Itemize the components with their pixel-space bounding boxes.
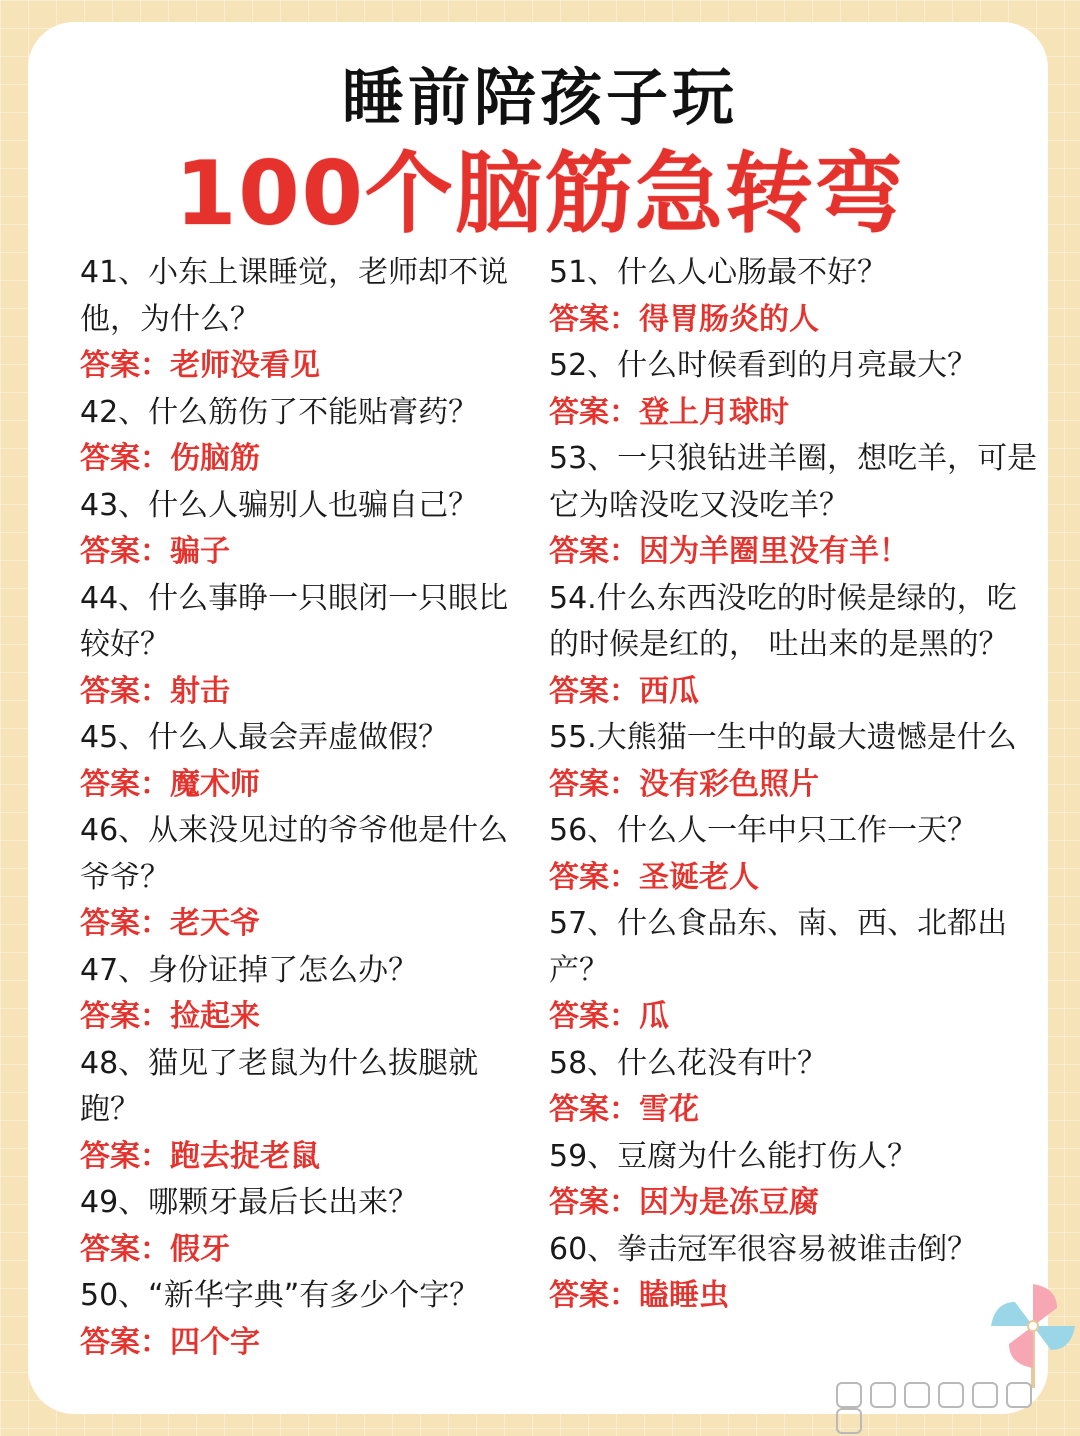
left-column xyxy=(80,250,535,1366)
qa-item xyxy=(549,1134,1039,1227)
qa-item xyxy=(80,1273,535,1366)
question-text: 59、豆腐为什么能打伤人？ xyxy=(549,1138,918,1174)
answer-text: 答案：登上月球时 xyxy=(549,394,789,430)
question-text: 57、什么食品东、南、西、北都出产？ xyxy=(549,906,1008,988)
watermark-box xyxy=(836,1382,862,1408)
question-text: 42、什么筋伤了不能贴膏药？ xyxy=(80,394,479,430)
question-text: 60、拳击冠军很容易被谁击倒？ xyxy=(549,1231,978,1267)
answer-text: 答案：因为羊圈里没有羊！ xyxy=(549,534,909,569)
qa-item xyxy=(549,901,1039,1041)
answer-text: 答案：射击 xyxy=(80,673,230,709)
watermark-box xyxy=(870,1382,896,1408)
answer-text: 答案：骗子 xyxy=(80,534,230,569)
question-text: 43、什么人骗别人也骗自己？ xyxy=(80,487,479,523)
answer-text: 答案：假牙 xyxy=(80,1231,230,1267)
qa-item xyxy=(549,1041,1039,1134)
qa-item xyxy=(80,715,535,808)
qa-item xyxy=(80,250,535,390)
qa-item xyxy=(80,576,535,716)
question-text: 49、哪颗牙最后长出来？ xyxy=(80,1185,419,1220)
qa-item xyxy=(80,1180,535,1273)
question-text: 47、身份证掉了怎么办？ xyxy=(80,952,419,988)
answer-text: 答案：老天爷 xyxy=(80,906,260,941)
watermark-box xyxy=(904,1382,930,1408)
qa-item xyxy=(549,250,1039,343)
watermark-box xyxy=(938,1382,964,1408)
right-column xyxy=(549,250,1039,1320)
question-text: 55.大熊猫一生中的最大遗憾是什么 xyxy=(549,720,1017,755)
qa-item xyxy=(549,436,1039,576)
page-title: 睡前陪孩子玩 xyxy=(341,61,738,134)
question-text: 51、什么人心肠最不好？ xyxy=(549,255,888,290)
qa-item xyxy=(80,948,535,1041)
answer-text: 答案：没有彩色照片 xyxy=(549,766,819,802)
answer-text: 答案：四个字 xyxy=(80,1324,260,1360)
qa-item xyxy=(549,1227,1039,1320)
question-text: 56、什么人一年中只工作一天？ xyxy=(549,813,978,848)
question-text: 50、“新华字典”有多少个字？ xyxy=(80,1278,480,1313)
qa-item xyxy=(549,576,1039,716)
qa-item xyxy=(80,808,535,948)
question-text: 52、什么时候看到的月亮最大？ xyxy=(549,348,978,383)
question-text: 58、什么花没有叶？ xyxy=(549,1045,828,1081)
question-text: 41、小东上课睡觉，老师却不说他，为什么？ xyxy=(80,255,509,337)
watermark xyxy=(836,1382,1054,1412)
answer-text: 答案：捡起来 xyxy=(80,999,260,1034)
qa-item xyxy=(549,808,1039,901)
qa-item xyxy=(80,390,535,483)
answer-text: 答案：瓜 xyxy=(549,999,669,1034)
answer-text: 答案：圣诞老人 xyxy=(549,859,759,895)
answer-text: 答案：因为是冻豆腐 xyxy=(549,1185,819,1220)
qa-item xyxy=(80,483,535,576)
qa-item xyxy=(549,715,1039,808)
question-text: 45、什么人最会弄虚做假？ xyxy=(80,720,449,755)
question-text: 46、从来没见过的爷爷他是什么爷爷？ xyxy=(80,813,509,895)
watermark-box xyxy=(836,1408,862,1434)
question-text: 54.什么东西没吃的时候是绿的，吃的时候是红的， 吐出来的是黑的？ xyxy=(549,580,1017,662)
question-text: 48、猫见了老鼠为什么拔腿就跑？ xyxy=(80,1045,479,1127)
page-subtitle: 100个脑筋急转弯 xyxy=(175,142,905,245)
answer-text: 答案：雪花 xyxy=(549,1092,699,1127)
answer-text: 答案：西瓜 xyxy=(549,673,699,709)
answer-text: 答案：伤脑筋 xyxy=(80,441,260,476)
answer-text: 答案：跑去捉老鼠 xyxy=(80,1138,320,1174)
qa-item xyxy=(549,343,1039,436)
watermark-box xyxy=(1006,1382,1032,1408)
question-text: 53、一只狼钻进羊圈，想吃羊，可是它为啥没吃又没吃羊？ xyxy=(549,441,1038,523)
answer-text: 答案：魔术师 xyxy=(80,766,260,802)
question-text: 44、什么事睁一只眼闭一只眼比较好？ xyxy=(80,580,509,662)
answer-text: 答案：瞌睡虫 xyxy=(549,1278,729,1313)
watermark-box xyxy=(972,1382,998,1408)
qa-item xyxy=(80,1041,535,1181)
answer-text: 答案：得胃肠炎的人 xyxy=(549,301,819,337)
answer-text: 答案：老师没看见 xyxy=(80,348,320,383)
pinwheel-icon xyxy=(985,1278,1080,1388)
